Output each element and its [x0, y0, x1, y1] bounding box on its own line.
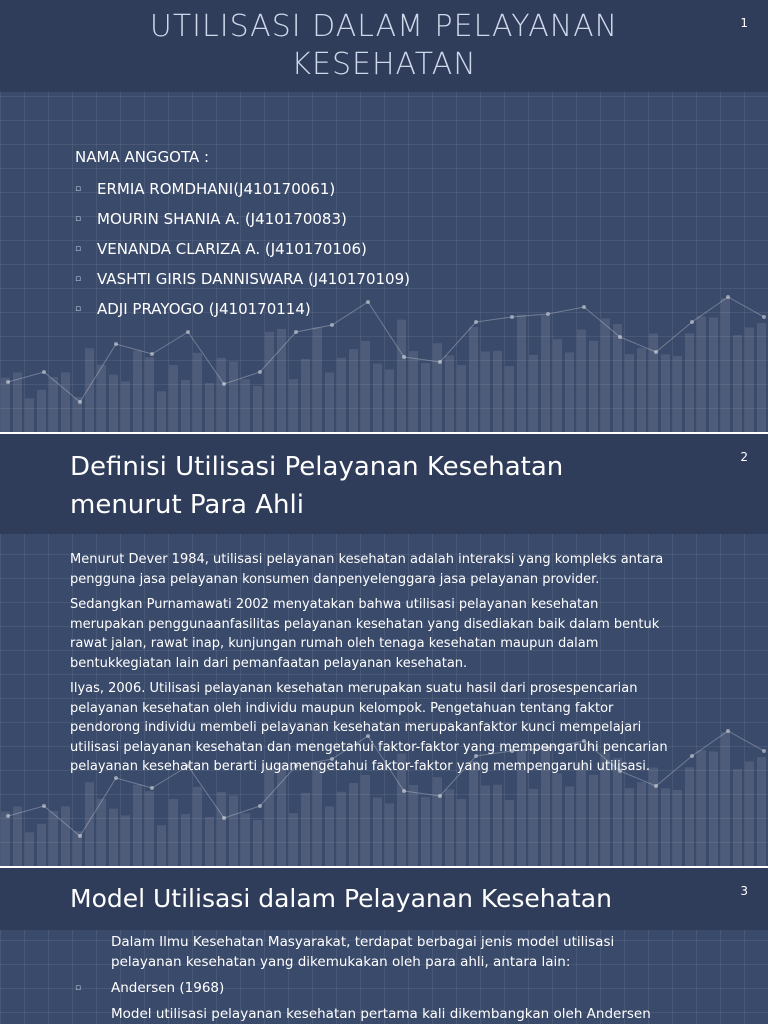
decorative-bar [229, 795, 238, 866]
decorative-bar [757, 323, 766, 432]
decorative-bar [265, 332, 274, 432]
decorative-bar [193, 353, 202, 432]
decorative-point [258, 804, 262, 808]
decorative-bar [685, 767, 694, 866]
decorative-bar [85, 782, 94, 866]
slide-1-title-line-2: KESEHATAN [291, 47, 477, 82]
decorative-point [402, 789, 406, 793]
decorative-bar [289, 813, 298, 866]
decorative-bar [565, 786, 574, 866]
decorative-bar [157, 825, 166, 866]
decorative-point [6, 380, 10, 384]
decorative-bar [481, 352, 490, 432]
decorative-bar [433, 343, 442, 432]
slide-2-title-line-1: Definisi Utilisasi Pelayanan Kesehatan [70, 452, 564, 482]
decorative-bar [697, 316, 706, 432]
decorative-bar [469, 327, 478, 432]
decorative-point [510, 315, 514, 319]
decorative-bar [13, 806, 22, 866]
decorative-bar [133, 785, 142, 866]
decorative-bar [337, 792, 346, 866]
decorative-bar [85, 348, 94, 432]
decorative-point [726, 295, 730, 299]
decorative-bar [361, 341, 370, 432]
decorative-bar [1, 812, 10, 866]
decorative-bar [169, 799, 178, 866]
decorative-bar [601, 318, 610, 432]
member-item [75, 234, 410, 264]
decorative-bar [109, 375, 118, 432]
decorative-bar [745, 761, 754, 866]
decorative-bar [673, 790, 682, 866]
decorative-bar [517, 314, 526, 432]
slide-2-number: 2 [740, 450, 748, 464]
decorative-bar [385, 369, 394, 432]
member-item [75, 174, 410, 204]
decorative-point [150, 786, 154, 790]
decorative-point [114, 342, 118, 346]
decorative-bar [649, 334, 658, 432]
decorative-bar [217, 358, 226, 432]
decorative-bar [625, 354, 634, 432]
member-name: ADJI PRAYOGO (J410170114) [97, 300, 311, 318]
decorative-bar [253, 820, 262, 866]
decorative-bar [577, 330, 586, 432]
decorative-point [726, 729, 730, 733]
decorative-bar [145, 791, 154, 866]
decorative-point [618, 335, 622, 339]
decorative-bar [217, 792, 226, 866]
decorative-bar [541, 315, 550, 432]
decorative-point [438, 794, 442, 798]
decorative-bar [613, 324, 622, 432]
slide-3-continuation: Model utilisasi pelayanan kesehatan pertama kali dikembangkan oleh Andersen [111, 1006, 651, 1022]
decorative-bar [49, 811, 58, 866]
decorative-bar [325, 372, 334, 432]
decorative-point [582, 305, 586, 309]
slide-3-body [75, 932, 685, 1024]
decorative-point [222, 382, 226, 386]
decorative-point [402, 355, 406, 359]
decorative-bar [637, 348, 646, 432]
decorative-point [150, 352, 154, 356]
decorative-point [42, 804, 46, 808]
list-item [75, 978, 685, 998]
decorative-bar [13, 372, 22, 432]
decorative-bar [481, 786, 490, 866]
decorative-bar [421, 363, 430, 432]
decorative-bar [25, 398, 34, 432]
slide-1-title-bar [0, 0, 768, 92]
member-name: MOURIN SHANIA A. (J410170083) [97, 210, 347, 228]
member-item [75, 294, 410, 324]
square-bullet-icon: ▫ [75, 184, 82, 194]
decorative-bar [409, 785, 418, 866]
decorative-point [258, 370, 262, 374]
decorative-bar [169, 365, 178, 432]
decorative-bar [25, 832, 34, 866]
decorative-bar [61, 372, 70, 432]
member-item [75, 264, 410, 294]
square-bullet-icon: ▫ [75, 304, 82, 314]
decorative-bar [661, 788, 670, 866]
decorative-bar [193, 787, 202, 866]
paragraph-ilyas: Ilyas, 2006. Utilisasi pelayanan kesehatan merupakan suatu hasil dari prosespencarian pelayanan kesehatan oleh individu maupun kelompok. Pengetahuan tentang faktor pendorong individu membeli pelayanan kesehatan merupakanfaktor kunci mempelajari utilisasi pelayanan kesehatan dan mengetahui faktor-faktor yang mempengaruhi pencarian pelayanan kesehatan berarti jugamengetahui faktor-faktor yang mempengaruhi utilisasi. [70, 681, 668, 774]
slide-1-title [0, 8, 768, 84]
decorative-bar [421, 797, 430, 866]
decorative-bar [625, 788, 634, 866]
decorative-bar [433, 777, 442, 866]
decorative-bar [373, 364, 382, 432]
decorative-point [690, 320, 694, 324]
decorative-bar [241, 379, 250, 432]
decorative-bar [133, 351, 142, 432]
decorative-bar [361, 775, 370, 866]
paragraph-purnamawati: Sedangkan Purnamawati 2002 menyatakan bahwa utilisasi pelayanan kesehatan merupakan penggunaanfasilitas pelayanan kesehatan yang disediakan baik dalam bentuk rawat jalan, rawat inap, kunjungan rumah oleh tenaga kesehatan maupun dalam bentukkegiatan lain dari pemanfaatan pelayanan kesehatan. [70, 597, 660, 671]
decorative-point [78, 834, 82, 838]
decorative-bar [709, 751, 718, 866]
decorative-bar [337, 358, 346, 432]
decorative-bar [553, 773, 562, 866]
decorative-bar [757, 757, 766, 866]
decorative-bar [529, 355, 538, 432]
decorative-bar [673, 356, 682, 432]
decorative-bar [241, 813, 250, 866]
decorative-bar [349, 349, 358, 432]
decorative-bar [589, 341, 598, 432]
decorative-bar [37, 824, 46, 866]
decorative-bar [325, 806, 334, 866]
decorative-bar [49, 377, 58, 432]
decorative-bar [205, 383, 214, 432]
decorative-bar [553, 339, 562, 432]
decorative-bar [397, 320, 406, 432]
list-item-label: Andersen (1968) [111, 980, 225, 996]
decorative-bar [589, 775, 598, 866]
decorative-bar [109, 809, 118, 866]
square-bullet-icon: ▫ [75, 274, 82, 284]
decorative-bar [721, 298, 730, 432]
member-name: VASHTI GIRIS DANNISWARA (J410170109) [97, 270, 410, 288]
slide-2-body [70, 550, 670, 783]
slide-3-title-bar [0, 868, 768, 930]
decorative-bar [253, 386, 262, 432]
decorative-bar [145, 357, 154, 432]
decorative-bar [733, 769, 742, 866]
decorative-bar [121, 815, 130, 866]
decorative-bar [349, 783, 358, 866]
decorative-bar [733, 335, 742, 432]
decorative-point [222, 816, 226, 820]
decorative-bar [313, 327, 322, 432]
decorative-bar [493, 351, 502, 432]
member-name: ERMIA ROMDHANI(J410170061) [97, 180, 336, 198]
slide-1 [0, 0, 768, 432]
decorative-bar [565, 352, 574, 432]
square-bullet-icon: ▫ [75, 983, 82, 993]
decorative-bar [505, 366, 514, 432]
decorative-point [294, 330, 298, 334]
member-name: VENANDA CLARIZA A. (J410170106) [97, 240, 367, 258]
slide-2 [0, 434, 768, 866]
square-bullet-icon: ▫ [75, 244, 82, 254]
decorative-bar [181, 814, 190, 866]
slide-3-title: Model Utilisasi dalam Pelayanan Kesehatan [70, 884, 612, 913]
decorative-point [654, 350, 658, 354]
members-heading: NAMA ANGGOTA : [75, 148, 210, 166]
decorative-bar [685, 333, 694, 432]
slide-3-intro: Dalam Ilmu Kesehatan Masyarakat, terdapat berbagai jenis model utilisasi pelayanan kesehatan yang dikemukakan oleh para ahli, antara lain: [111, 934, 615, 970]
decorative-bar [37, 390, 46, 432]
member-item [75, 204, 410, 234]
decorative-bar [61, 806, 70, 866]
slide-1-number: 1 [740, 16, 748, 30]
paragraph-dever: Menurut Dever 1984, utilisasi pelayanan kesehatan adalah interaksi yang kompleks antara pengguna jasa pelayanan konsumen danpenyelenggara jasa pelayanan provider. [70, 552, 664, 587]
decorative-point [186, 330, 190, 334]
decorative-bar [301, 359, 310, 432]
decorative-bar [505, 800, 514, 866]
decorative-bar [409, 351, 418, 432]
decorative-point [654, 784, 658, 788]
decorative-bar [661, 354, 670, 432]
decorative-bar [229, 361, 238, 432]
decorative-bar [493, 785, 502, 866]
decorative-point [6, 814, 10, 818]
decorative-bar [721, 732, 730, 866]
decorative-bar [457, 365, 466, 432]
square-bullet-icon: ▫ [75, 214, 82, 224]
decorative-bar [97, 799, 106, 866]
decorative-bar [637, 782, 646, 866]
decorative-point [546, 312, 550, 316]
decorative-bar [709, 317, 718, 432]
decorative-bar [529, 789, 538, 866]
members-list [75, 174, 410, 324]
decorative-bar [205, 817, 214, 866]
decorative-bar [121, 381, 130, 432]
decorative-bar [1, 378, 10, 432]
slide-1-title-line-1: UTILISASI DALAM PELAYANAN [149, 9, 619, 44]
slide-2-title [70, 448, 563, 524]
decorative-point [42, 370, 46, 374]
members-block [75, 148, 410, 324]
decorative-bar [445, 355, 454, 432]
decorative-bar [445, 789, 454, 866]
decorative-point [690, 754, 694, 758]
decorative-bar [457, 799, 466, 866]
decorative-point [762, 315, 766, 319]
slide-2-title-bar [0, 434, 768, 534]
decorative-bar [97, 365, 106, 432]
decorative-point [78, 400, 82, 404]
slide-2-title-line-2: menurut Para Ahli [70, 490, 304, 520]
decorative-point [438, 360, 442, 364]
decorative-bar [385, 803, 394, 866]
decorative-bar [181, 380, 190, 432]
slide-3-number: 3 [740, 884, 748, 898]
decorative-bar [289, 379, 298, 432]
decorative-point [762, 749, 766, 753]
decorative-point [474, 320, 478, 324]
decorative-bar [157, 391, 166, 432]
decorative-bar [301, 793, 310, 866]
decorative-bar [697, 750, 706, 866]
decorative-bar [745, 327, 754, 432]
decorative-bar [373, 798, 382, 866]
slide-3 [0, 868, 768, 1024]
